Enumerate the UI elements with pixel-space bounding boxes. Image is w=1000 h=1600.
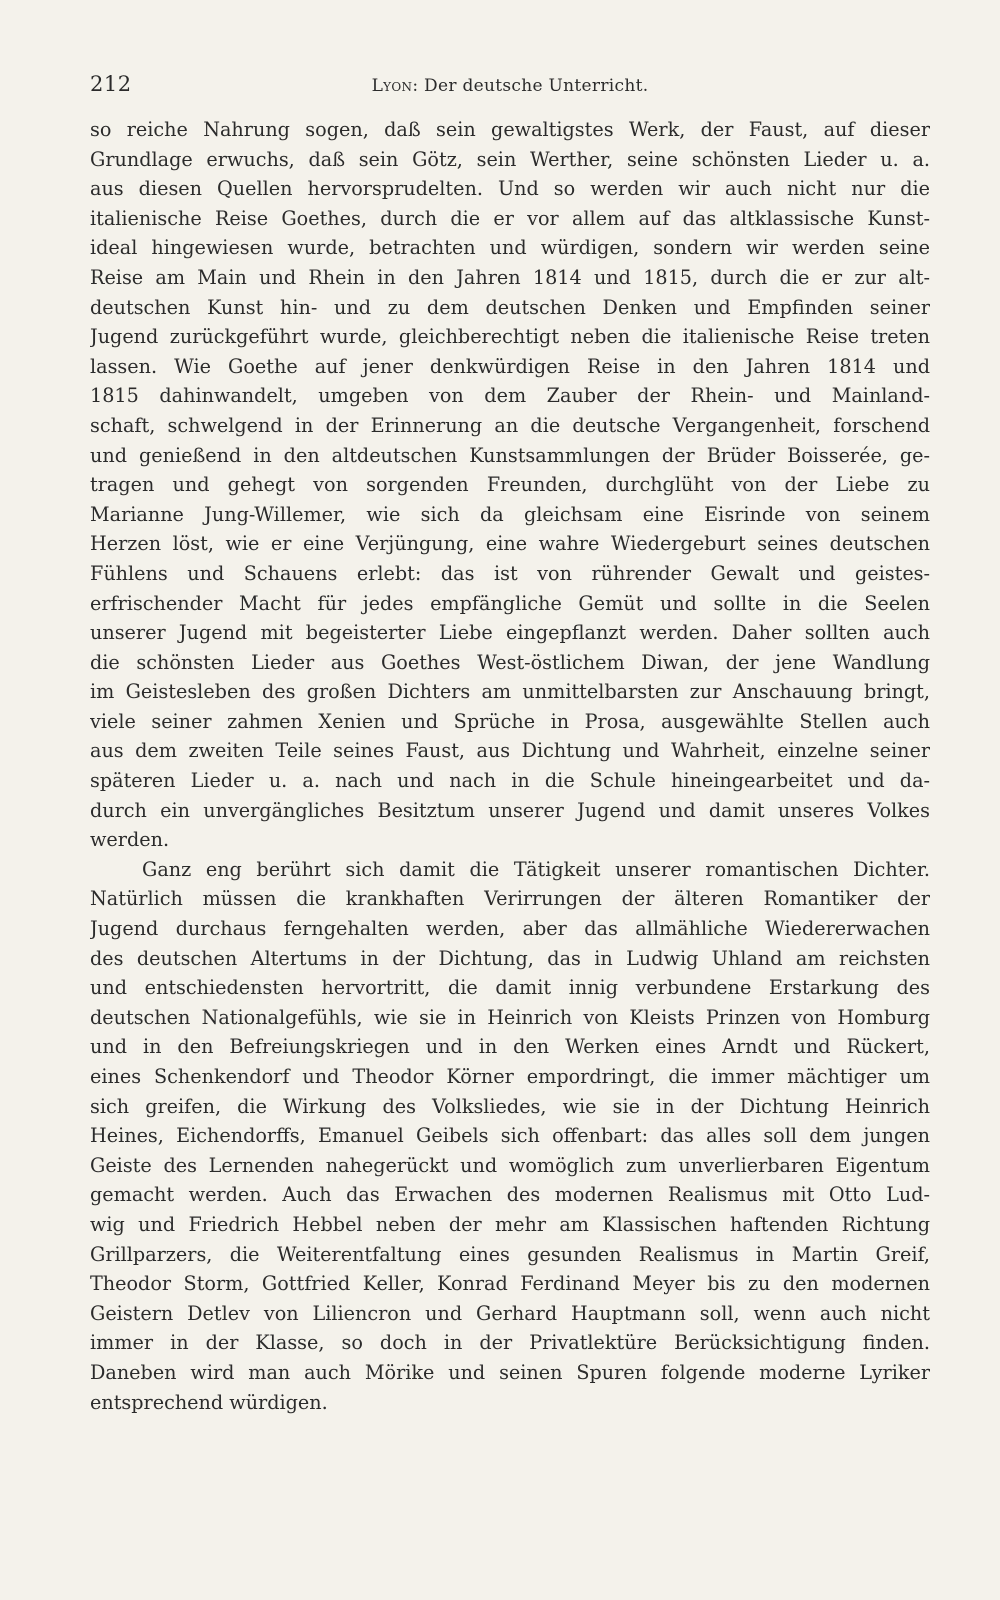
text-line: sich greifen, die Wirkung des Volksliedes, wie sie in der Dichtung Heinrich xyxy=(90,1094,930,1118)
text-line: werden. xyxy=(90,828,170,852)
text-line: Natürlich müssen die krankhaften Verirrungen der älteren Romantiker der xyxy=(90,887,930,911)
text-line: entsprechend würdigen. xyxy=(90,1390,328,1414)
text-line: Herzen löst, wie er eine Verjüngung, eine wahre Wiedergeburt seines deutschen xyxy=(90,532,930,556)
text-line: tragen und gehegt von sorgenden Freunden, durchglüht von der Liebe zu xyxy=(90,473,930,497)
text-line: und entschiedensten hervortritt, die damit innig verbundene Erstarkung des xyxy=(90,976,930,1000)
text-line: und genießend in den altdeutschen Kunstsammlungen der Brüder Boisserée, ge- xyxy=(90,443,930,467)
running-head xyxy=(90,76,930,96)
text-line: Reise am Main und Rhein in den Jahren 1814 und 1815, durch die er zur alt- xyxy=(90,265,930,289)
text-line: eines Schenkendorf und Theodor Körner empordringt, die immer mächtiger um xyxy=(90,1065,930,1088)
text-line: Geiste des Lernenden nahegerückt und womöglich zum unverlierbaren Eigentum xyxy=(90,1153,930,1177)
text-line: erfrischender Macht für jedes empfängliche Gemüt und sollte in die Seelen xyxy=(90,591,930,615)
text-line: Jugend durchaus ferngehalten werden, aber das allmähliche Wiedererwachen xyxy=(90,917,930,941)
text-line: Grundlage erwuchs, daß sein Götz, sein Werther, seine schönsten Lieder u. a. xyxy=(90,147,930,171)
text-line: Fühlens und Schauens erlebt: das ist von rührender Gewalt und geistes- xyxy=(90,561,930,585)
page-number: 212 xyxy=(90,72,132,96)
text-line: viele seiner zahmen Xenien und Sprüche in Prosa, ausgewählte Stellen auch xyxy=(90,709,930,733)
text-line: im Geistesleben des großen Dichters am unmittelbarsten zur Anschauung bringt, xyxy=(90,680,930,704)
text-line: gemacht werden. Auch das Erwachen des modernen Realismus mit Otto Lud- xyxy=(90,1183,930,1207)
text-line: aus dem zweiten Teile seines Faust, aus Dichtung und Wahrheit, einzelne seiner xyxy=(90,739,930,763)
text-line: des deutschen Altertums in der Dichtung, das in Ludwig Uhland am reichsten xyxy=(90,946,930,970)
text-line: Jugend zurückgeführt wurde, gleichberechtigt neben die italienische Reise treten xyxy=(90,325,930,349)
text-line: lassen. Wie Goethe auf jener denkwürdigen Reise in den Jahren 1814 und xyxy=(90,354,930,378)
body-text xyxy=(90,115,930,1417)
text-line: deutschen Kunst hin- und zu dem deutschen Denken und Empfinden seiner xyxy=(90,295,930,319)
text-line: und in den Befreiungskriegen und in den Werken eines Arndt und Rückert, xyxy=(90,1035,930,1059)
running-head-title: : Der deutsche Unterricht. xyxy=(412,76,649,96)
text-line: so reiche Nahrung sogen, daß sein gewaltigstes Werk, der Faust, auf dieser xyxy=(90,118,930,141)
text-line: Theodor Storm, Gottfried Keller, Konrad Ferdinand Meyer bis zu den modernen xyxy=(90,1272,930,1296)
text-line: ideal hingewiesen wurde, betrachten und würdigen, sondern wir werden seine xyxy=(90,236,930,260)
text-line: Geistern Detlev von Liliencron und Gerhard Hauptmann soll, wenn auch nicht xyxy=(90,1301,930,1325)
text-line: 1815 dahinwandelt, umgeben von dem Zauber der Rhein- und Mainland- xyxy=(90,384,930,408)
text-line: durch ein unvergängliches Besitztum unserer Jugend und damit unseres Volkes xyxy=(90,798,930,822)
text-line: schaft, schwelgend in der Erinnerung an die deutsche Vergangenheit, forschend xyxy=(90,413,930,437)
running-head-author: Lyon xyxy=(371,76,413,96)
text-line: deutschen Nationalgefühls, wie sie in Heinrich von Kleists Prinzen von Homburg xyxy=(90,1005,930,1029)
text-line: späteren Lieder u. a. nach und nach in die Schule hineingearbeitet und da- xyxy=(90,769,930,793)
text-line: immer in der Klasse, so doch in der Privatlektüre Berücksichtigung finden. xyxy=(90,1331,930,1355)
page-header xyxy=(90,66,930,106)
text-line: aus diesen Quellen hervorsprudelten. Und so werden wir auch nicht nur die xyxy=(90,177,930,201)
text-line: Marianne Jung-Willemer, wie sich da gleichsam eine Eisrinde von seinem xyxy=(90,502,930,526)
text-line: unserer Jugend mit begeisterter Liebe eingepflanzt werden. Daher sollten auch xyxy=(90,621,930,645)
text-line: Daneben wird man auch Mörike und seinen Spuren folgende moderne Lyriker xyxy=(90,1360,930,1384)
text-line: italienische Reise Goethes, durch die er vor allem auf das altklassische Kunst- xyxy=(90,206,930,230)
text-line: Grillparzers, die Weiterentfaltung eines gesunden Realismus in Martin Greif, xyxy=(90,1242,930,1266)
text-line: Heines, Eichendorffs, Emanuel Geibels sich offenbart: das alles soll dem jungen xyxy=(90,1124,930,1148)
text-line: wig und Friedrich Hebbel neben der mehr am Klassischen haftenden Richtung xyxy=(90,1212,930,1236)
text-line: die schönsten Lieder aus Goethes West-östlichem Diwan, der jene Wandlung xyxy=(90,650,930,674)
text-line: Ganz eng berührt sich damit die Tätigkeit unserer romantischen Dichter. xyxy=(142,857,930,881)
